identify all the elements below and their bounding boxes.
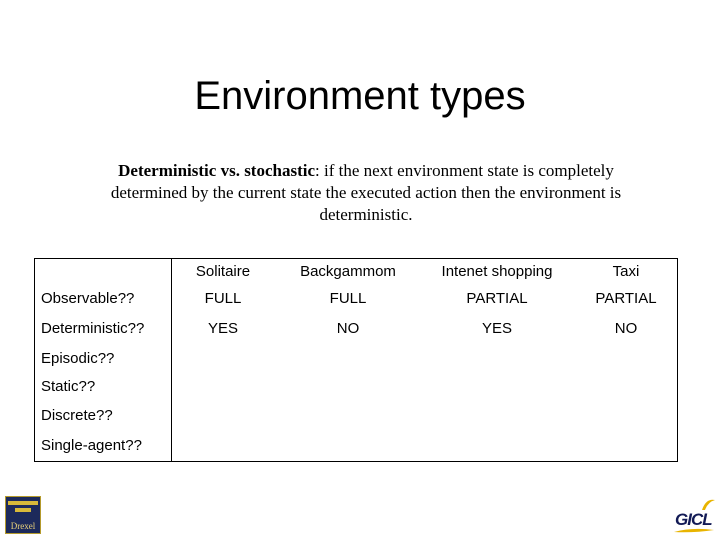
row-label-discrete: Discrete?? bbox=[41, 407, 113, 424]
table-cell: PARTIAL bbox=[466, 290, 528, 307]
row-label-deterministic: Deterministic?? bbox=[41, 320, 145, 337]
column-header-backgammom: Backgammom bbox=[300, 263, 396, 280]
row-label-episodic: Episodic?? bbox=[41, 350, 115, 367]
table-cell: FULL bbox=[329, 290, 367, 307]
environment-table bbox=[34, 258, 678, 462]
column-header-taxi: Taxi bbox=[612, 263, 640, 280]
column-header-intenet-shopping: Intenet shopping bbox=[441, 263, 553, 280]
gicl-logo-text: GICL bbox=[675, 510, 712, 529]
drexel-logo-text: Drexel bbox=[10, 521, 36, 531]
description-text: : if the next environment state is completely determined by the current state the executed action then the environment is deterministic. bbox=[110, 161, 622, 224]
table-cell: NO bbox=[336, 320, 360, 337]
description-term: Deterministic vs. stochastic bbox=[118, 161, 316, 180]
row-label-single-agent: Single-agent?? bbox=[41, 437, 142, 454]
slide-title: Environment types bbox=[194, 74, 526, 118]
logo-stripe bbox=[8, 501, 38, 505]
table-cell: YES bbox=[207, 320, 238, 337]
table-column-divider bbox=[171, 258, 172, 462]
drexel-logo bbox=[5, 496, 41, 534]
gicl-logo bbox=[672, 496, 716, 536]
logo-stripe bbox=[15, 508, 31, 512]
row-label-observable: Observable?? bbox=[41, 290, 135, 307]
slide-description bbox=[78, 160, 654, 226]
table-cell: NO bbox=[614, 320, 638, 337]
row-label-static: Static?? bbox=[41, 378, 96, 395]
column-header-solitaire: Solitaire bbox=[195, 263, 251, 280]
table-cell: FULL bbox=[204, 290, 242, 307]
table-cell: YES bbox=[481, 320, 512, 337]
table-cell: PARTIAL bbox=[595, 290, 657, 307]
